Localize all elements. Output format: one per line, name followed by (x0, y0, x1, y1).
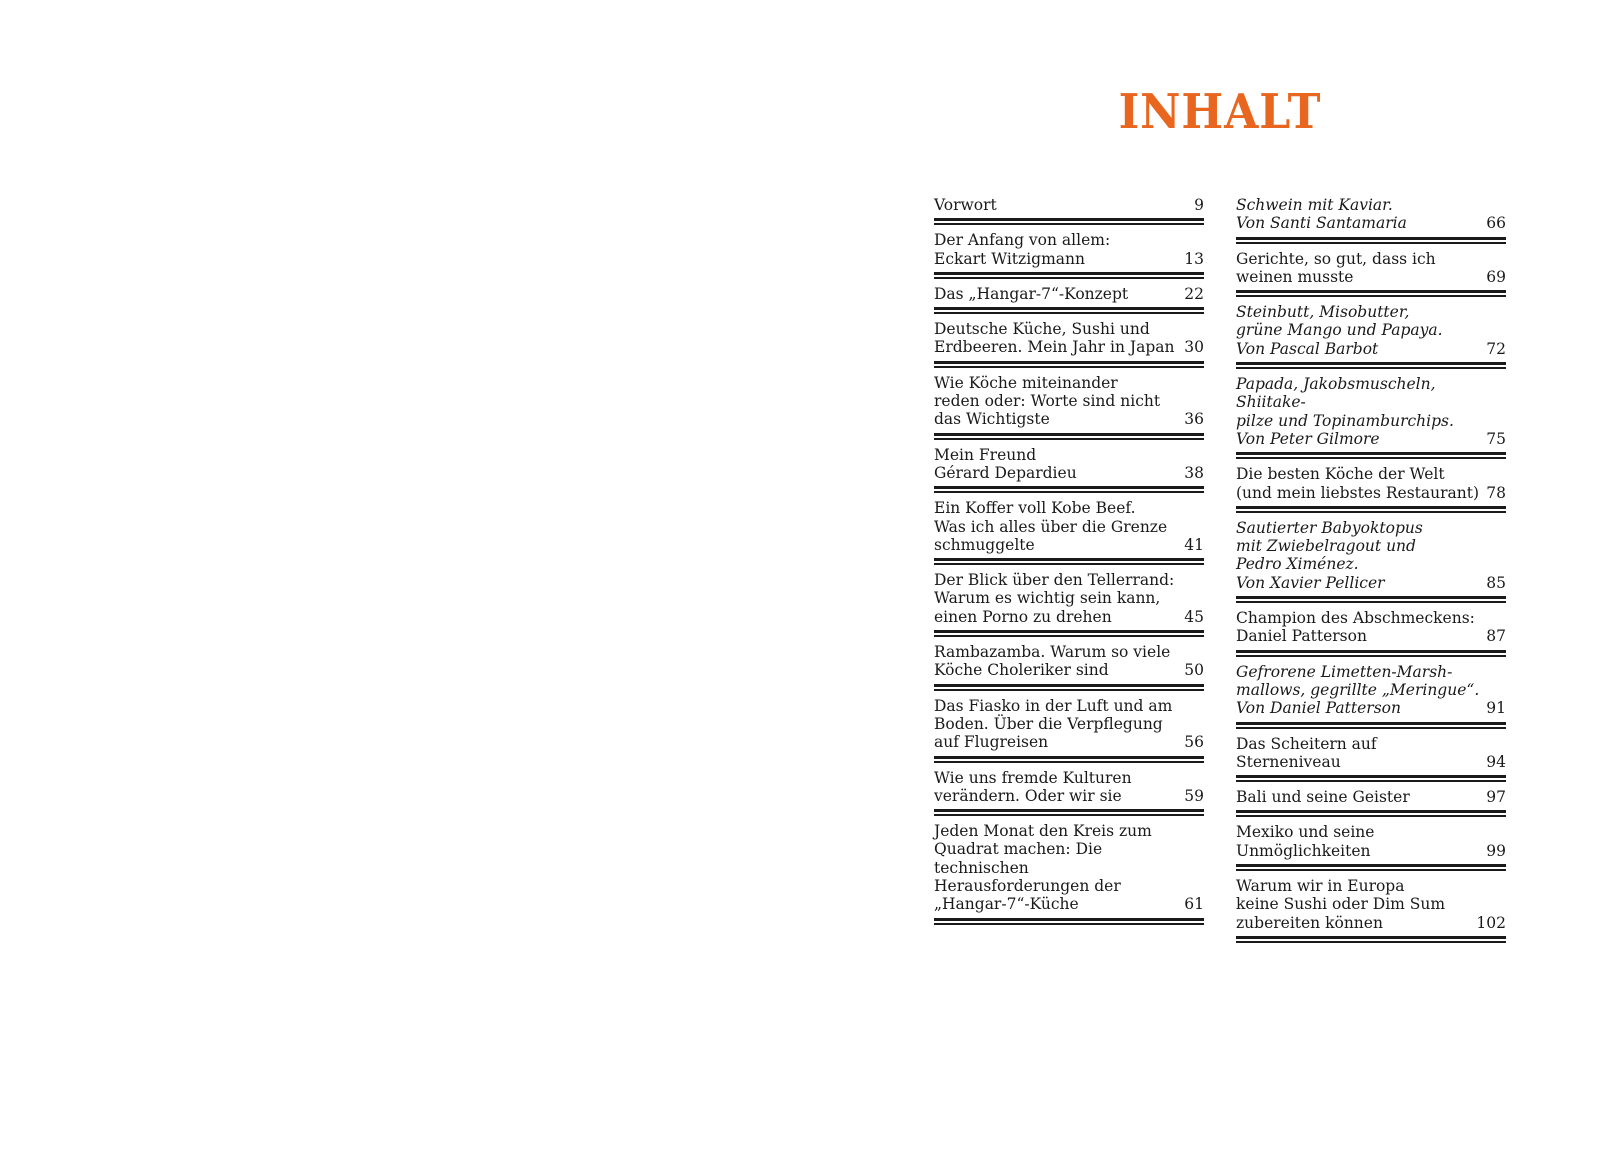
toc-entry[interactable] (1236, 603, 1506, 657)
entry-title: Gefrorene Limetten-Marsh- mallows, gegrillte „Meringue“. Von Daniel Patterson (1236, 662, 1480, 718)
entry-page: 41 (1184, 535, 1204, 554)
page-title: INHALT (1118, 84, 1322, 140)
toc-entry[interactable] (1236, 782, 1506, 817)
entry-page: 45 (1184, 607, 1204, 626)
toc-entry[interactable] (934, 279, 1204, 314)
toc-entry-recipe[interactable] (1236, 190, 1506, 244)
entry-title: Schwein mit Kaviar. Von Santi Santamaria (1236, 196, 1407, 233)
entry-page: 9 (1194, 196, 1204, 214)
entry-title: Papada, Jakobsmuscheln, Shiitake- pilze und Topinamburchips. Von Peter Gilmore (1236, 375, 1454, 448)
toc-entry-recipe[interactable] (1236, 513, 1506, 603)
entry-title: Mexiko und seine Unmöglichkeiten (1236, 823, 1375, 860)
entry-title: Warum wir in Europa keine Sushi oder Dim Sum zubereiten können (1236, 877, 1446, 932)
entry-page: 50 (1184, 661, 1204, 680)
toc-entry[interactable] (1236, 459, 1506, 513)
entry-title: Sautierter Babyoktopus mit Zwiebelragout und Pedro Ximénez. Von Xavier Pellicer (1236, 518, 1423, 592)
toc-entry[interactable] (934, 190, 1204, 225)
entry-title: Deutsche Küche, Sushi und Erdbeeren. Mein Jahr in Japan (934, 320, 1175, 357)
toc-entry[interactable] (934, 565, 1204, 637)
toc-entry[interactable] (934, 691, 1204, 763)
toc-entry-recipe[interactable] (1236, 369, 1506, 459)
toc-entry[interactable] (1236, 871, 1506, 943)
toc-entry[interactable] (1236, 817, 1506, 871)
entry-page: 97 (1486, 788, 1506, 807)
entry-page: 69 (1486, 267, 1506, 286)
entry-title: Das Fiasko in der Luft und am Boden. Über die Verpflegung auf Flugreisen (934, 696, 1173, 752)
entry-title: Wie Köche miteinander reden oder: Worte sind nicht das Wichtigste (934, 373, 1161, 429)
toc-entry[interactable] (1236, 244, 1506, 298)
entry-page: 102 (1476, 913, 1506, 932)
entry-title: Wie uns fremde Kulturen verändern. Oder wir sie (934, 768, 1132, 805)
entry-page: 56 (1184, 733, 1204, 752)
entry-title: Vorwort (934, 196, 997, 214)
entry-page: 75 (1486, 429, 1506, 448)
entry-page: 22 (1184, 284, 1204, 303)
entry-page: 59 (1184, 786, 1204, 805)
toc-entry[interactable] (934, 440, 1204, 494)
entry-page: 85 (1486, 573, 1506, 592)
entry-title: Ein Koffer voll Kobe Beef. Was ich alles über die Grenze schmuggelte (934, 499, 1168, 554)
entry-title: Die besten Köche der Welt (und mein liebstes Restaurant) (1236, 465, 1480, 502)
entry-title: Das Scheitern auf Sterneniveau (1236, 734, 1377, 771)
toc-entry[interactable] (934, 637, 1204, 691)
entry-page: 72 (1486, 339, 1506, 358)
entry-title: Steinbutt, Misobutter, grüne Mango und Papaya. Von Pascal Barbot (1236, 303, 1443, 358)
entry-page: 13 (1184, 249, 1204, 268)
toc-entry-recipe[interactable] (1236, 657, 1506, 729)
entry-page: 36 (1184, 410, 1204, 429)
toc-entry-recipe[interactable] (1236, 297, 1506, 369)
entry-page: 91 (1486, 699, 1506, 718)
entry-page: 38 (1184, 463, 1204, 482)
entry-title: Der Blick über den Tellerrand: Warum es wichtig sein kann, einen Porno zu drehen (934, 571, 1175, 626)
entry-page: 61 (1184, 895, 1204, 914)
toc-entry[interactable] (934, 368, 1204, 440)
toc-entry[interactable] (934, 314, 1204, 368)
entry-page: 94 (1486, 752, 1506, 771)
toc-entry[interactable] (934, 493, 1204, 565)
entry-title: Champion des Abschmeckens: Daniel Patterson (1236, 609, 1475, 646)
entry-title: Jeden Monat den Kreis zum Quadrat machen: Die technischen Herausforderungen der „Hangar-7“-Küche (934, 822, 1152, 914)
entry-title: Der Anfang von allem: Eckart Witzigmann (934, 231, 1111, 268)
toc-column-left (934, 190, 1204, 925)
toc-entry[interactable] (1236, 729, 1506, 783)
entry-page: 30 (1184, 338, 1204, 357)
entry-title: Gerichte, so gut, dass ich weinen musste (1236, 249, 1436, 286)
entry-title: Bali und seine Geister (1236, 788, 1410, 807)
entry-title: Das „Hangar-7“-Konzept (934, 284, 1129, 303)
toc-entry[interactable] (934, 225, 1204, 279)
toc-entry[interactable] (934, 816, 1204, 924)
toc-entry[interactable] (934, 763, 1204, 817)
entry-page: 78 (1486, 483, 1506, 502)
entry-title: Rambazamba. Warum so viele Köche Choleriker sind (934, 643, 1171, 680)
entry-title: Mein Freund Gérard Depardieu (934, 445, 1077, 482)
entry-page: 66 (1486, 214, 1506, 233)
entry-page: 87 (1486, 627, 1506, 646)
entry-page: 99 (1486, 841, 1506, 860)
toc-column-right (1236, 190, 1506, 943)
